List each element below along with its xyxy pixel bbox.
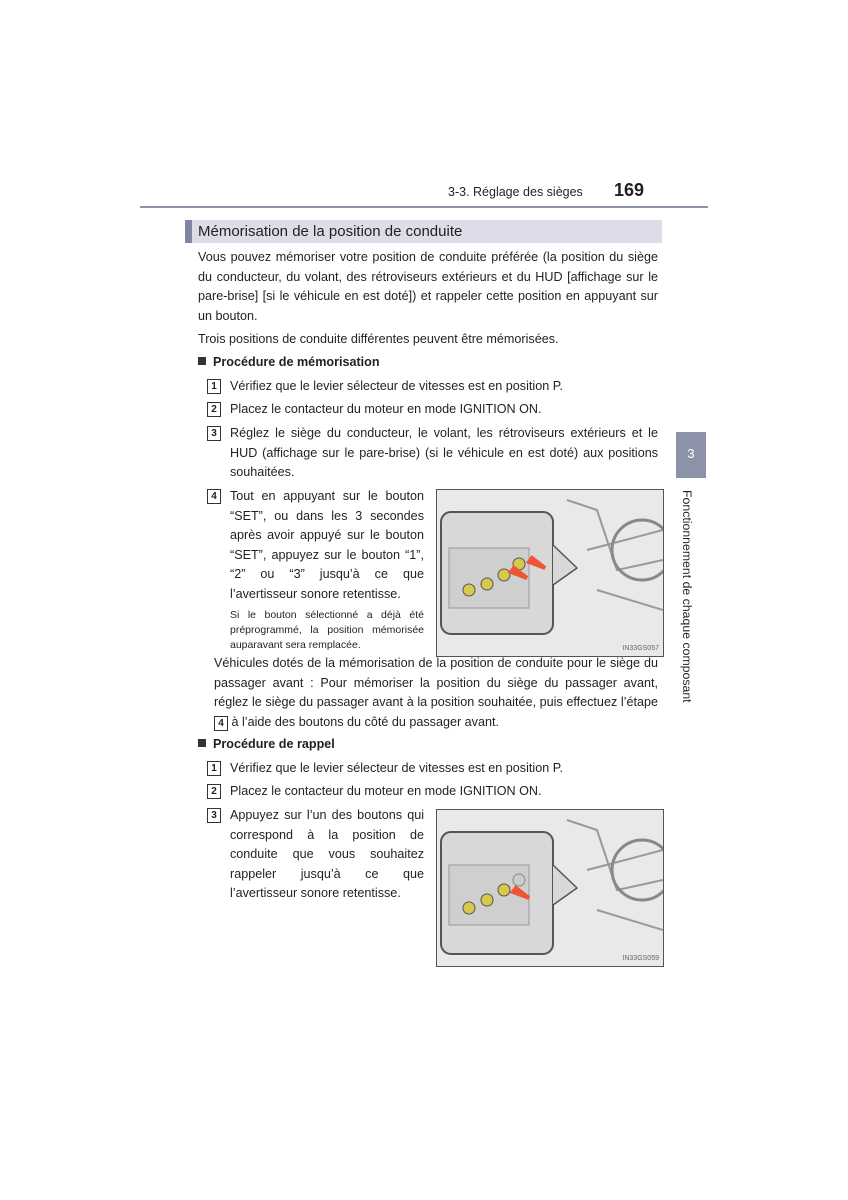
recall-heading: Procédure de rappel [198,737,335,751]
passenger-paragraph [214,654,658,732]
step-text: Vérifiez que le levier sélecteur de vitesses est en position P. [230,379,563,393]
step-note: Si le bouton sélectionné a déjà été préprogrammé, la position mémorisée auparavant sera remplacée. [230,609,424,651]
intro-paragraph: Vous pouvez mémoriser votre position de conduite préférée (la position du siège du conducteur, du volant, des rétroviseurs extérieurs et du HUD [affichage sur le pare-brise] [si le véhicule en est doté]) et rappeler cette position en appuyant sur un bouton. [198,250,658,323]
figure-recall [436,809,664,967]
step-text: Appuyez sur l’un des boutons qui correspond à la position de conduite que vous souhaitez rappeler jusqu’à ce que l’avertisseur sonore retentisse. [230,808,424,901]
memorize-heading: Procédure de mémorisation [198,355,380,369]
section-heading [185,220,662,243]
seat-memory-buttons-illustration [437,490,663,656]
passenger-text: Véhicules dotés de la mémorisation de la position de conduite pour le siège du passager avant : Pour mémoriser la position du siège du passager avant, réglez le siège du passager avant à la position souhaitée, puis effectuez l’étape [214,656,658,710]
step-text: Réglez le siège du conducteur, le volant, les rétroviseurs extérieurs et le HUD (affichage sur le pare-brise) (si le véhicule en est doté) aux positions souhaitées. [230,426,658,480]
step-text: Placez le contacteur du moteur en mode IGNITION ON. [230,784,542,798]
figure-code: IN33GS057 [622,645,659,652]
step-text: Placez le contacteur du moteur en mode IGNITION ON. [230,402,542,416]
page-number: 169 [614,180,645,200]
chapter-tab: 3 [676,432,706,478]
chapter-title: Fonctionnement de chaque composant [680,490,694,703]
figure-code: IN33GS059 [622,955,659,962]
passenger-text-end: à l’aide des boutons du côté du passager avant. [231,714,499,729]
step-number: 1 [207,379,221,394]
figure-memorize [436,489,664,657]
seat-memory-recall-illustration [437,810,663,966]
step-number: 1 [207,761,221,776]
step-text: Tout en appuyant sur le bouton “SET”, ou dans les 3 secondes après avoir appuyé sur le bouton “SET”, appuyez sur le bouton “1”, “2” ou “3” jusqu’à ce que l’avertisseur sonore retentisse. [230,489,424,601]
step-number: 2 [207,784,221,799]
intro-paragraph-2: Trois positions de conduite différentes peuvent être mémorisées. [198,332,559,346]
header-section: 3-3. Réglage des sièges [448,185,583,199]
section-title: Mémorisation de la position de conduite [198,223,463,240]
step-text: Vérifiez que le levier sélecteur de vitesses est en position P. [230,761,563,775]
header-rule [140,206,708,208]
step-number: 4 [207,489,221,504]
step-number: 2 [207,402,221,417]
step-number: 3 [207,808,221,823]
step-reference: 4 [214,716,228,731]
step-number: 3 [207,426,221,441]
